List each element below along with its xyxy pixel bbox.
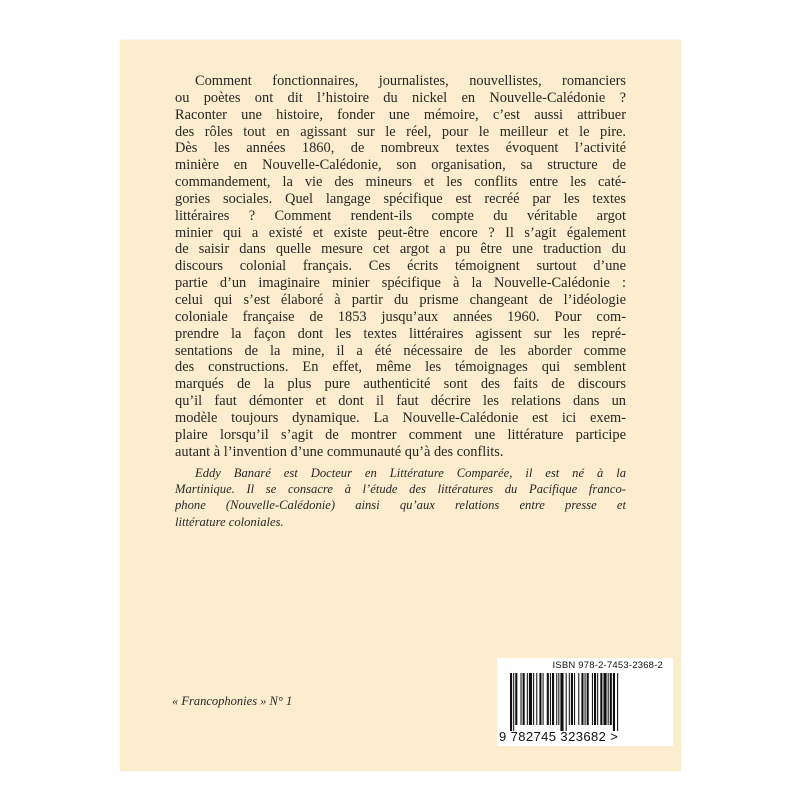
- barcode-bar: [569, 673, 570, 725]
- summary-line: minière en Nouvelle-Calédonie, son organisation, sa structure de: [175, 157, 626, 174]
- summary-line: marqués de la plus pure authenticité sont des faits de discours: [175, 376, 626, 393]
- barcode-bar: [539, 673, 541, 725]
- barcode-bar: [617, 673, 618, 731]
- summary-line: littéraires ? Comment rendent-ils compte du véritable argot: [175, 207, 626, 224]
- barcode-bar: [574, 673, 575, 725]
- barcode-bar: [513, 673, 514, 731]
- bio-line: Martinique. Il se consacre à l’étude des littératures du Pacifique franco-: [175, 482, 626, 497]
- summary-text: [175, 73, 626, 460]
- barcode-bar: [550, 673, 551, 725]
- barcode-bar: [547, 673, 549, 725]
- barcode-bar: [515, 673, 517, 725]
- barcode-bar: [610, 673, 612, 725]
- summary-line: Comment fonctionnaires, journalistes, nouvellistes, romanciers: [195, 73, 626, 89]
- summary-line: coloniale française de 1853 jusqu’aux années 1960. Pour com-: [175, 308, 626, 325]
- barcode-bar: [560, 673, 563, 731]
- barcode-bar: [523, 673, 525, 725]
- summary-line: discours colonial français. Ces écrits témoignent surtout d’une: [175, 258, 626, 275]
- barcode-bar: [581, 673, 583, 725]
- barcode-bar: [510, 673, 512, 731]
- barcode-bar: [597, 673, 598, 725]
- summary-line: modèle toujours dynamique. La Nouvelle-Calédonie est ici exem-: [175, 409, 626, 426]
- barcode-bar: [603, 673, 606, 725]
- barcode-bar: [608, 673, 609, 725]
- author-bio: [175, 465, 626, 530]
- barcode-bar: [594, 673, 596, 725]
- barcode-bar: [600, 673, 602, 725]
- summary-line: gories sociales. Quel langage spécifique est recréé par les textes: [175, 190, 626, 207]
- barcode: [497, 658, 673, 746]
- summary-line: plaire lorsqu’il s’agit de montrer comment une littérature participe: [175, 426, 626, 443]
- barcode-bar: [613, 673, 615, 731]
- barcode-bar: [552, 673, 554, 725]
- barcode-bar: [543, 673, 544, 725]
- summary-line: ou poètes ont dit l’histoire du nickel en Nouvelle-Calédonie ?: [175, 89, 626, 106]
- barcode-bar: [527, 673, 528, 725]
- back-cover: [120, 40, 681, 771]
- barcode-bar: [521, 673, 522, 725]
- summary-line: de saisir dans quelle mesure cet argot a pu être une traduction du: [175, 241, 626, 258]
- barcode-bar: [587, 673, 589, 725]
- barcode-bar: [533, 673, 534, 725]
- summary-line: celui qui s’est élaboré à partir du prisme changeant de l’idéologie: [175, 291, 626, 308]
- barcode-digits: 9 782745 323682 >: [499, 729, 619, 744]
- bio-line: phone (Nouvelle-Calédonie) ainsi qu’aux relations entre presse et: [175, 498, 626, 513]
- summary-line: qu’il faut démonter et dont il faut décrire les relations dans un: [175, 393, 626, 410]
- barcode-bar: [585, 673, 586, 725]
- summary-line: commandement, la vie des mineurs et les conflits entre les caté-: [175, 174, 626, 191]
- summary-line: prendre la façon dont les textes littéraires agissent sur les repré-: [175, 325, 626, 342]
- barcode-bar: [592, 673, 593, 725]
- barcode-bar: [566, 673, 567, 731]
- barcode-bar: [571, 673, 573, 725]
- barcode-bar: [536, 673, 537, 725]
- barcode-bar: [578, 673, 579, 725]
- bio-line: littérature coloniales.: [175, 514, 284, 529]
- barcode-bar: [558, 673, 559, 725]
- bio-line: Eddy Banaré est Docteur en Littérature Comparée, il est né à la: [195, 466, 626, 480]
- summary-line: autant à l’invention d’une communauté qu’à des conflits.: [175, 443, 504, 460]
- summary-line: minier qui a existé et existe peut-être encore ? Il s’agit également: [175, 224, 626, 241]
- summary-line: partie d’un imaginaire minier spécifique à la Nouvelle-Calédonie :: [175, 275, 626, 292]
- summary-line: des rôles tout en agissant sur le réel, pour le meilleur et le pire.: [175, 123, 626, 140]
- isbn-label: ISBN 978-2-7453-2368-2: [552, 660, 663, 671]
- summary-line: Dès les années 1860, de nombreux textes évoquent l’activité: [175, 140, 626, 157]
- barcode-bar: [529, 673, 532, 725]
- barcode-bar: [556, 673, 557, 725]
- summary-line: Raconter une histoire, fonder une mémoire, c’est aussi attribuer: [175, 106, 626, 123]
- summary-line: sentations de la mine, il a été nécessaire de les aborder comme: [175, 342, 626, 359]
- series-label: « Francophonies » N° 1: [172, 694, 293, 708]
- summary-line: des constructions. En effet, même les témoignages qui semblent: [175, 359, 626, 376]
